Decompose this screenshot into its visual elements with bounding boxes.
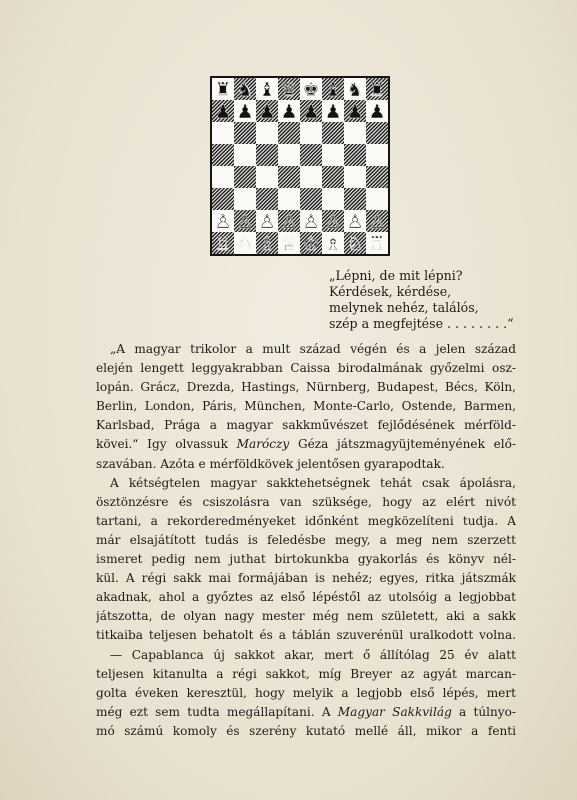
white-queen-piece: ♕	[280, 233, 298, 254]
black-rook-piece: ♜	[368, 79, 386, 101]
light-square	[300, 166, 322, 188]
light-square	[212, 166, 234, 188]
dark-square	[278, 166, 300, 188]
white-bishop-piece: ♗	[324, 233, 342, 254]
text-line: játszotta, de olyan nagy mester még nem született, aki a sakk	[96, 609, 516, 624]
dark-square	[212, 144, 234, 166]
text-run: még ezt sem tudta megállapítani. A	[96, 704, 338, 719]
text-line: golta éveken keresztül, hogy melyik a legjobb első lépés, mert	[96, 685, 516, 700]
white-bishop-piece: ♗	[258, 233, 276, 254]
text-line: szavában. Azóta e mérföldkövek jelentősen gyarapodtak.	[96, 456, 445, 471]
dark-square	[300, 144, 322, 166]
dark-square	[256, 144, 278, 166]
dark-square	[234, 122, 256, 144]
verse-line: melynek nehéz, találós,	[329, 300, 479, 315]
white-pawn-piece: ♙	[258, 211, 276, 233]
black-pawn-piece: ♟	[258, 101, 276, 123]
chessboard	[212, 78, 388, 254]
text-line: tartani, a rekorderedményeket időnként megközelíteni tudja. A	[96, 513, 516, 528]
light-square	[234, 144, 256, 166]
text-line: mó számú komoly és szerény kutató mellé áll, mikor a fenti	[96, 723, 516, 738]
text-line: ismeret pedig nem juthat birtokunkba gyakorlás és könyv nél-	[96, 552, 516, 567]
light-square	[256, 122, 278, 144]
text-line: akadnak, ahol a győztes az első lépéstől az utolsóig a legjobbat	[96, 590, 516, 605]
light-square	[344, 122, 366, 144]
verse-line: szép a megfejtése . . . . . . . .“	[329, 316, 514, 331]
text-line: lopán. Grácz, Drezda, Hastings, Nürnberg, Budapest, Bécs, Köln,	[96, 380, 516, 395]
dark-square	[212, 188, 234, 210]
black-pawn-piece: ♟	[236, 101, 254, 123]
dark-square	[256, 188, 278, 210]
black-bishop-piece: ♝	[258, 79, 276, 101]
text-run: kövei.“ Igy olvassuk	[96, 437, 237, 452]
text-line: teljesen kitanulta a régi sakkot, míg Breyer az agyát marcan-	[96, 666, 516, 681]
white-pawn-piece: ♙	[214, 211, 232, 233]
white-pawn-piece: ♙	[346, 211, 364, 233]
light-square	[278, 188, 300, 210]
text-line	[96, 703, 516, 722]
white-pawn-piece: ♙	[368, 211, 386, 233]
light-square	[278, 144, 300, 166]
black-pawn-piece: ♟	[346, 101, 364, 123]
text-line: ösztönzésre és csiszolásra van szüksége, hogy az elért nivót	[96, 494, 516, 509]
black-knight-piece: ♞	[346, 79, 364, 101]
text-line: Karlsbad, Prága a magyar sakkművészet fejlődésének mérföld-	[96, 418, 516, 433]
dark-square	[278, 122, 300, 144]
verse-line: Kérdések, kérdése,	[329, 284, 452, 299]
white-pawn-piece: ♙	[302, 211, 320, 233]
white-knight-piece: ♘	[346, 233, 364, 254]
light-square	[212, 122, 234, 144]
light-square	[234, 188, 256, 210]
dark-square	[234, 166, 256, 188]
light-square	[322, 188, 344, 210]
light-square	[300, 122, 322, 144]
white-rook-piece: ♖	[214, 233, 232, 254]
black-queen-piece: ♛	[280, 79, 298, 101]
light-square	[366, 188, 388, 210]
text-run: a túlnyo-	[451, 704, 516, 719]
text-line: A kétségtelen magyar sakktehetségnek tehát csak ápolásra,	[110, 475, 516, 490]
body-text	[96, 340, 516, 741]
author-name: Maróczy	[236, 437, 290, 452]
light-square	[256, 166, 278, 188]
black-rook-piece: ♜	[214, 79, 232, 101]
black-pawn-piece: ♟	[280, 101, 298, 123]
text-line: — Capablanca új sakkot akar, mert ő állítólag 25 év alatt	[110, 647, 516, 662]
dark-square	[322, 122, 344, 144]
white-king-piece: ♔	[302, 233, 320, 254]
text-line	[96, 435, 516, 454]
text-line: titkaiba teljesen behatolt és a táblán szuverénül uralkodott volna.	[96, 628, 516, 643]
dark-square	[344, 144, 366, 166]
verse-line: „Lépni, de mit lépni?	[329, 268, 463, 283]
verse-epigraph	[329, 268, 549, 332]
light-square	[322, 144, 344, 166]
black-bishop-piece: ♝	[324, 79, 342, 101]
black-pawn-piece: ♟	[368, 101, 386, 123]
journal-title: Magyar Sakkvilág	[337, 704, 452, 719]
dark-square	[300, 188, 322, 210]
black-king-piece: ♚	[302, 79, 320, 101]
text-line: Berlin, London, Páris, München, Monte-Carlo, Ostende, Barmen,	[96, 399, 516, 414]
white-rook-piece: ♖	[368, 233, 386, 254]
white-pawn-piece: ♙	[324, 211, 342, 233]
dark-square	[344, 188, 366, 210]
dark-square	[322, 166, 344, 188]
text-line: már elsajátított tudás is feledésbe megy, a meg nem szerzett	[96, 532, 516, 547]
text-run: Géza játszmagyüjteményének elő-	[289, 437, 516, 452]
text-line: „A magyar trikolor a mult század végén és a jelen század	[110, 342, 516, 356]
black-knight-piece: ♞	[236, 79, 254, 101]
black-pawn-piece: ♟	[214, 101, 232, 123]
chessboard-illustration	[210, 76, 390, 256]
black-pawn-piece: ♟	[302, 101, 320, 123]
white-knight-piece: ♘	[236, 233, 254, 254]
light-square	[366, 144, 388, 166]
dark-square	[366, 122, 388, 144]
text-line: kül. A régi sakk mai formájában is nehéz; egyes, ritka játszmák	[96, 571, 516, 586]
white-pawn-piece: ♙	[236, 211, 254, 233]
black-pawn-piece: ♟	[324, 101, 342, 123]
light-square	[344, 166, 366, 188]
white-pawn-piece: ♙	[280, 211, 298, 233]
dark-square	[366, 166, 388, 188]
text-line: elején lengett leggyakrabban Caissa birodalmának győzelmi osz-	[96, 361, 516, 376]
